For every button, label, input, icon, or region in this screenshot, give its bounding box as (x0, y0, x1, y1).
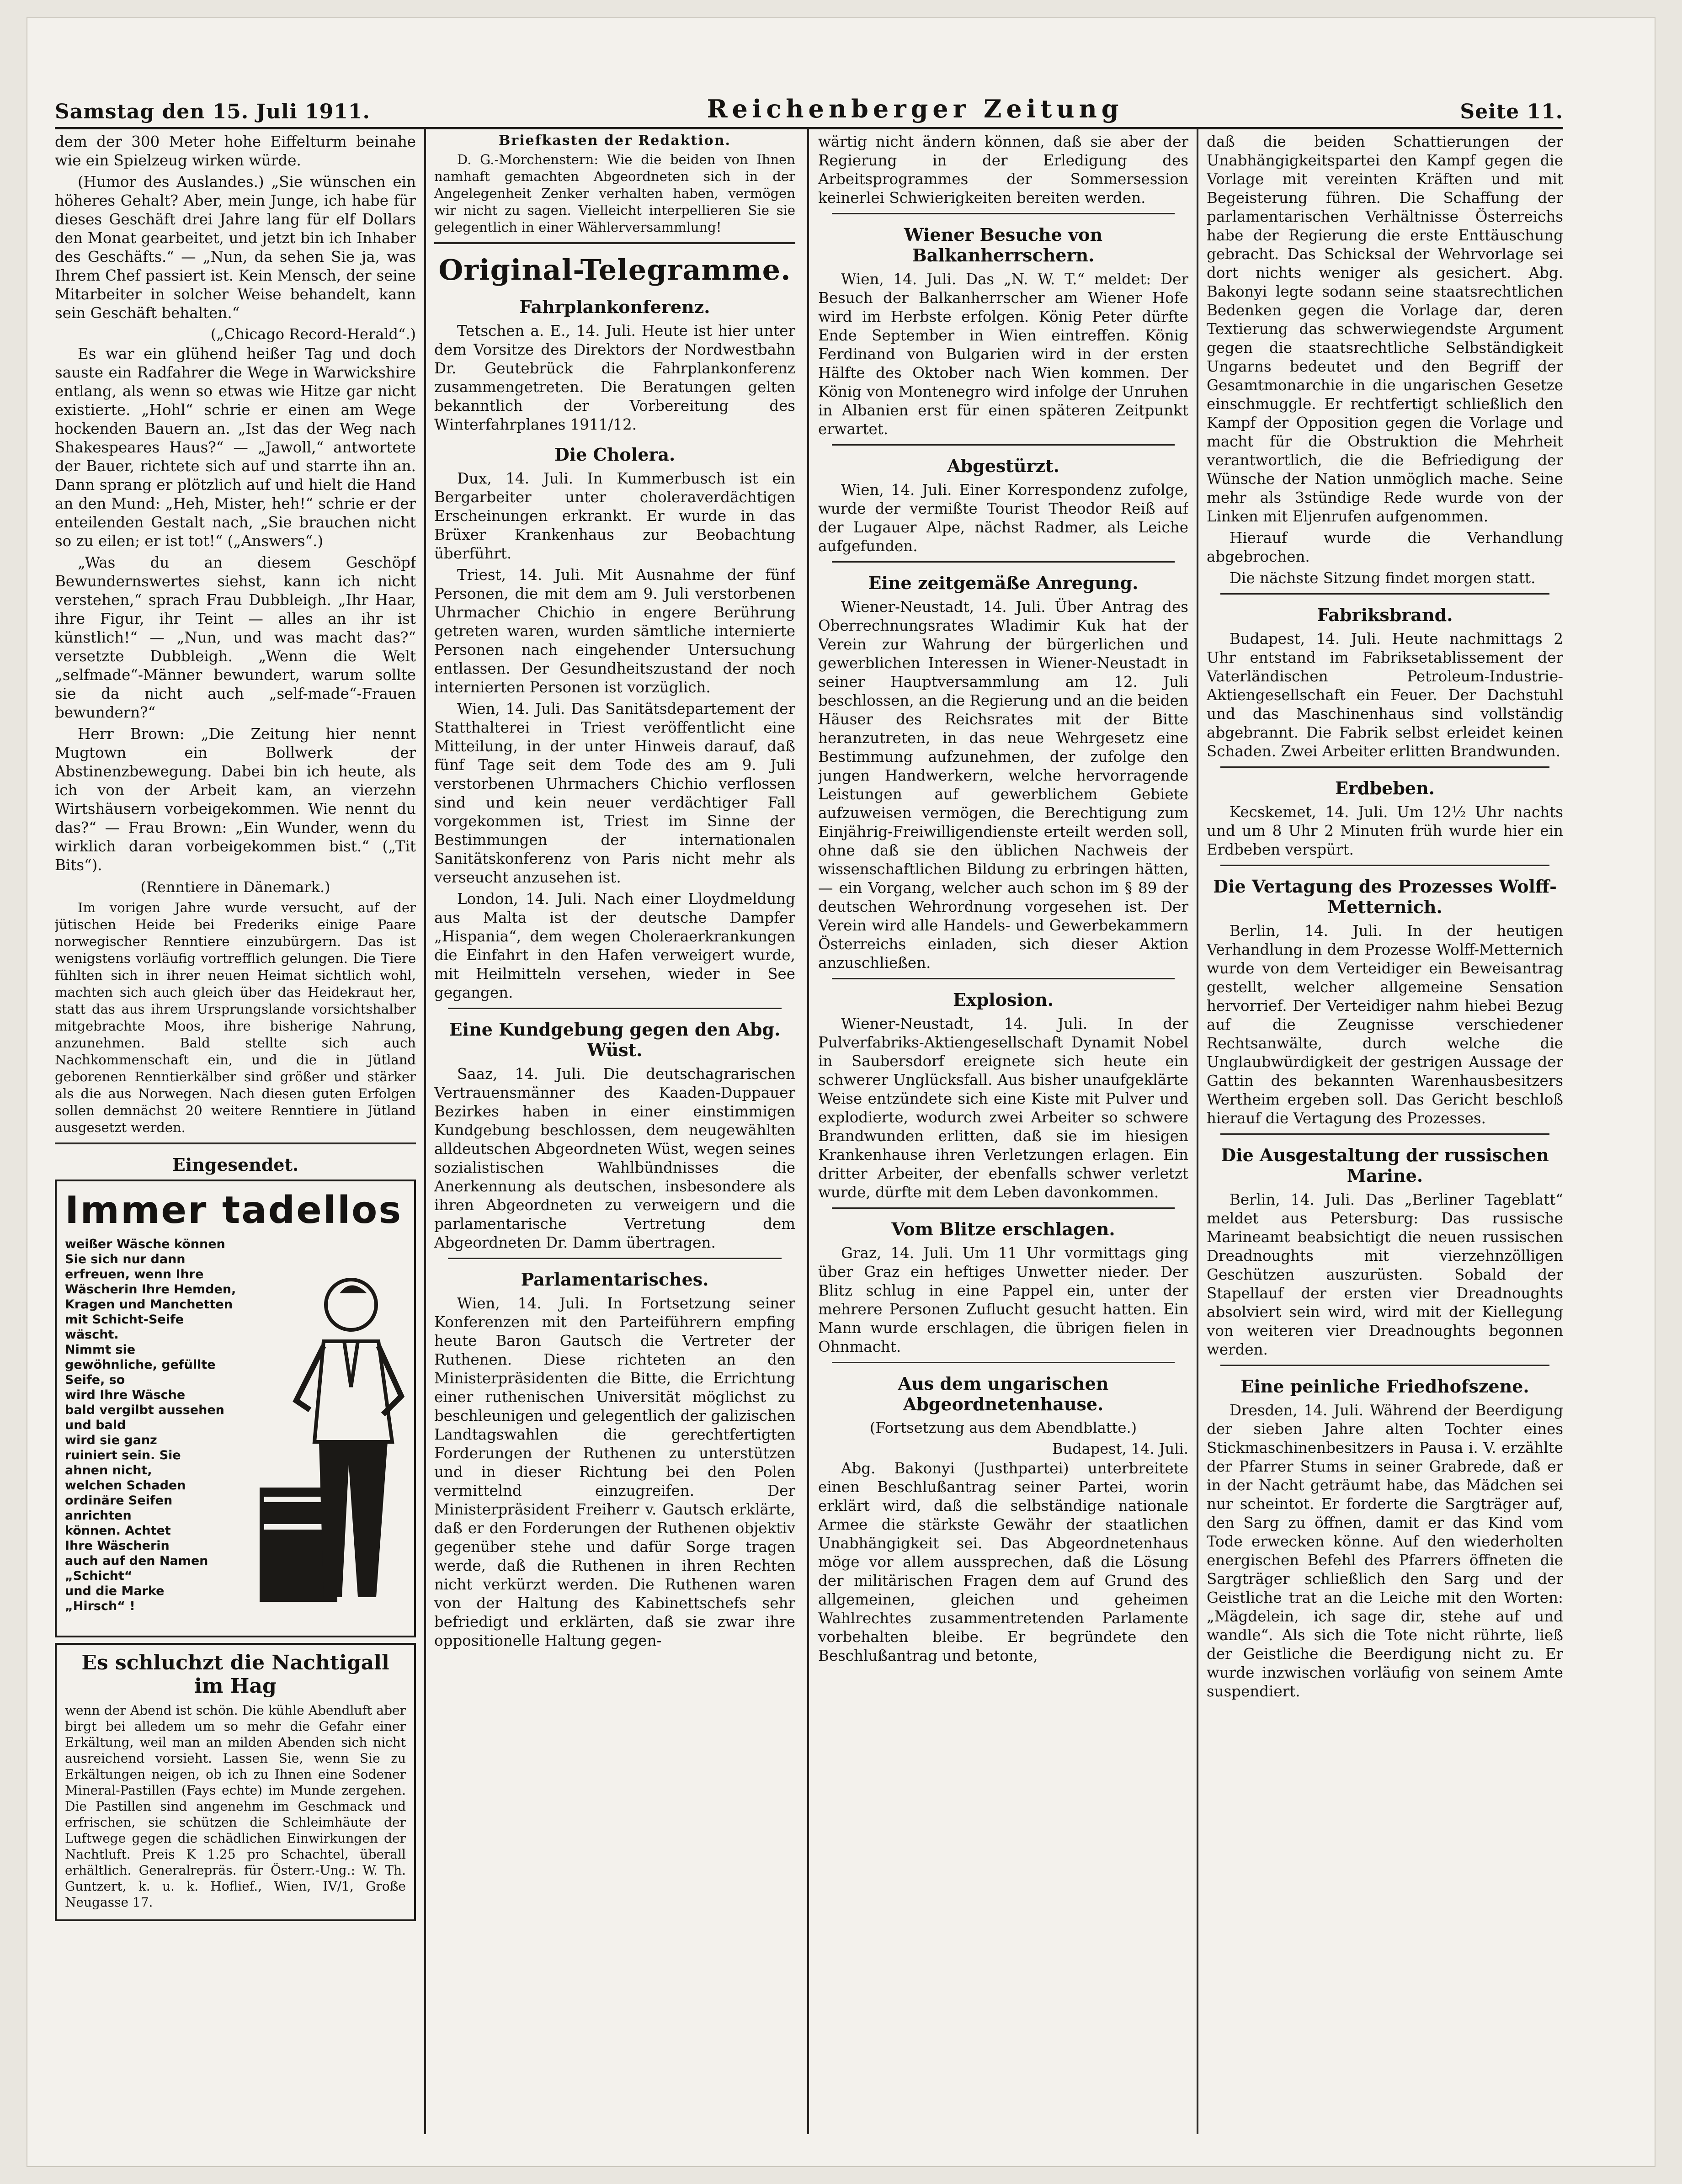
section-heading-briefkasten: Briefkasten der Redaktion. (499, 133, 731, 149)
ad-line: mit Schicht-Seife wäscht. (65, 1313, 184, 1342)
article-headline: Die Cholera. (554, 444, 676, 465)
divider (832, 561, 1175, 563)
divider (1220, 593, 1549, 595)
article-text: Dresden, 14. Juli. Während der Beerdigung der sieben Jahre alten Tochter eines Stickmaschinenbesitzers in Pausa i. V. erzählte der Pfarrer Stums in seiner Grabrede, daß er in der Nacht geträumt habe, das Mädchen sei nur scheintot. Er forderte die Sargträger auf, den Sarg zu öffnen, damit er das Kind vom Tode erwecken könne. Auf den wiederholten energischen Befehl des Pfarrers öffneten die Sargträger schließlich den Sarg und der Geistliche trat an die Leiche mit den Worten: „Mägdelein, ich sage dir, stehe auf und wandle“. Als sich die Tote nicht rührte, ließ der Geistliche die Beerdigung nicht zu. Er wurde inzwischen vorläufig von seinem Amte suspendiert. (1207, 1402, 1563, 1700)
ad-line: welchen Schaden (65, 1478, 186, 1493)
ad-headline: Immer tadellos (65, 1189, 403, 1232)
ad-line: ordinäre Seifen (65, 1493, 173, 1508)
article-headline: Abgestürzt. (947, 456, 1059, 476)
ad-body (65, 1237, 239, 1614)
column-1 (55, 133, 416, 2134)
article-headline: Die Vertagung des Prozesses Wolff-Metternich. (1213, 876, 1557, 917)
ad-line: ahnen nicht, (65, 1463, 152, 1477)
article-text: Wien, 14. Juli. In Fortsetzung seiner Konferenzen mit den Parteiführern empfing heute Baron Gautsch die Vertreter der Ruthenen. Diese richteten an den Ministerpräsidenten die Bitte, die Errichtung einer ruthenischen Universität möglichst zu beschleunigen und gelegentlich der galizischen Landtagswahlen die gerechtfertigten Forderungen der Ruthenen zu unterstützen und in dieser Richtung bei den Polen vermittelnd einzugreifen. Der Ministerpräsident Freiherr v. Gautsch erklärte, daß er den Forderungen der Ruthenen objektiv gegenüber stehe und dafür Sorge tragen werde, daß die Ruthenen in ihren Rechten nicht verkürzt werden. Die Ruthenen waren von der Haltung des Kabinettschefs sehr befriedigt und erklärten, daß sie zwar ihre oppositionelle Haltung gegen- (434, 1295, 795, 1649)
article-headline: Aus dem ungarischen Abgeordnetenhause. (898, 1373, 1109, 1414)
article-text: Saaz, 14. Juli. Die deutschagrarischen Vertrauensmänner des Kaaden-Duppauer Bezirkes haben in einer einstimmigen Kundgebung beschlossen, dem neugewählten alldeutschen Abgeordneten Wüst, wegen seines sozialistischen Wahlbündnisses die Anerkennung als deutschen, insbesondere als ihren Abgeordneten zu verweigern und die parlamentarische Vertretung dem Abgeordneten Dr. Damm übertragen. (434, 1065, 795, 1251)
divider (1220, 766, 1549, 768)
article-text: Herr Brown: „Die Zeitung hier nennt Mugtown ein Bollwerk der Abstinenzbewegung. Dabei bin ich heute, als ich von der Arbeit kam, an vierzehn Wirtshäusern vorbeigekommen. Wie nennt du das?“ — Frau Brown: „Ein Wunder, wenn du wirklich daran vorbeigekommen bist.“ („Tit Bits“). (55, 725, 416, 874)
article-text: daß die beiden Schattierungen der Unabhängigkeitspartei den Kampf gegen die Vorlage mit vereinten Kräften und mit Begeisterung führen. Die Schaffung der parlamentarischen Verhältnisse Österreichs habe der Regierung die erste Enttäuschung gebracht. Das Schicksal der Wehrvorlage sei dort nichts weniger als gesichert. Abg. Bakonyi legte sodann seine staatsrechtlichen Bedenken gegen die Vorlage dar, deren Textierung das schwerwiegendste Argument gegen die staatsrechtliche Selbständigkeit Ungarns bedeutet und den Begriff der Gesamtmonarchie in die ungarischen Gesetze einschmuggle. Er rechtfertigt schließlich den Kampf der Opposition gegen die Vorlage und macht für die Obstruktion die Mehrheit verantwortlich, die die Befriedigung der Wünsche der Nation unmöglich mache. Seine mehr als 3stündige Rede wurde von der Linken mit Eljenrufen aufgenommen. (1207, 133, 1563, 525)
header-date: Samstag den 15. Juli 1911. (55, 100, 370, 123)
section-heading-eingesendet: Eingesendet. (172, 1154, 299, 1175)
article-text: Dux, 14. Juli. In Kummerbusch ist ein Bergarbeiter unter choleraverdächtigen Erscheinungen erkrankt. Er wurde in das Brüxer Krankenhaus zur Beobachtung überführt. (434, 470, 795, 562)
article-headline: Fahrplankonferenz. (519, 297, 710, 317)
divider (1220, 1133, 1549, 1135)
article-text: Berlin, 14. Juli. Das „Berliner Tageblatt“ meldet aus Petersburg: Das russische Marineamt beabsichtigt die neuen russischen Dreadnoughts mit vierzehnzölligen Geschützen auszurüsten. Sobald der Stapellauf der ersten vier Dreadnoughts absolviert sein wird, wird mit der Kiellegung von weiteren vier Dreadnoughts begonnen werden. (1207, 1191, 1563, 1358)
divider (832, 1362, 1175, 1363)
column-rule (424, 128, 426, 2134)
article-text: Berlin, 14. Juli. In der heutigen Verhandlung in dem Prozesse Wolff-Metternich wurde von dem Verteidiger ein Beweisantrag gestellt, welcher allgemeine Sensation hervorrief. Der Verteidiger nahm hiebei Bezug auf die Zeugnisse verschiedener Rechtsanwälte, durch welche die Unglaubwürdigkeit der gestrigen Aussage der Gattin des bekannten Warenhausbesitzers Wertheim ergeben soll. Das Gericht beschloß hierauf die Vertagung des Prozesses. (1207, 922, 1563, 1127)
divider (55, 1142, 416, 1144)
article-headline: Die Ausgestaltung der russischen Marine. (1221, 1145, 1549, 1186)
column-rule (1197, 128, 1198, 2134)
header-page-number: Seite 11. (1460, 100, 1563, 123)
ad-line: ruiniert sein. Sie (65, 1448, 181, 1462)
ad-line: Wäscherin Ihre Hemden, (65, 1282, 236, 1297)
page-header (55, 87, 1563, 129)
article-text: Graz, 14. Juli. Um 11 Uhr vormittags ging über Graz ein heftiges Unwetter nieder. Der Blitz schlug in eine Pappel ein, unter der mehrere Personen Zuflucht gesucht hatten. Ein Mann wurde erschlagen, die übrigen fielen in Ohnmacht. (818, 1244, 1188, 1355)
article-text: Abg. Bakonyi (Justhpartei) unterbreitete einen Beschlußantrag seiner Partei, worin erklärt wird, daß die selbständige nationale Armee die stärkste Gewähr der staatlichen Unabhängigkeit sei. Das Abgeordnetenhaus möge vor allem aussprechen, daß die Lösung der militärischen Fragen dem auf Grund des allgemeinen, gleichen und geheimen Wahlrechtes zusammentretenden Parlamente vorbehalten bleibe. Er begründete den Beschlußantrag und betonte, (818, 1460, 1188, 1664)
article-headline: Wiener Besuche von Balkanherrschern. (904, 224, 1103, 266)
divider (832, 1207, 1175, 1209)
divider (832, 978, 1175, 979)
ad-illustration-man-icon (255, 1250, 406, 1606)
ad-line: weißer Wäsche können Sie sich nur dann (65, 1237, 225, 1266)
column-2 (434, 133, 795, 2134)
article-headline: Eine zeitgemäße Anregung. (868, 573, 1139, 593)
article-text: Wien, 14. Juli. Das „N. W. T.“ meldet: Der Besuch der Balkanherrscher am Wiener Hofe wird im Herbste erfolgen. König Peter dürfte Ende September in Wien eintreffen. König Ferdinand von Bulgarien wird in der ersten Hälfte des Oktober nach Wien kommen. Der König von Montenegro wird infolge der Unruhen in Albanien erst für einen späteren Zeitpunkt erwartet. (818, 271, 1188, 438)
article-text: Wiener-Neustadt, 14. Juli. In der Pulverfabriks-Aktiengesellschaft Dynamit Nobel in Saubersdorf ereignete sich heute ein schwerer Unglücksfall. Aus bisher unaufgeklärte Weise entzündete sich eine Kiste mit Pulver und explodierte, wodurch zwei Arbeiter so schwere Brandwunden erlitten, daß sie im hiesigen Krankenhause ihren Verletzungen erlagen. Ein dritter Arbeiter, der ebenfalls schwer verletzt wurde, dürfte mit dem Leben davonkommen. (818, 1015, 1188, 1201)
article-text: Wien, 14. Juli. Das Sanitätsdepartement der Statthalterei in Triest veröffentlicht eine Mitteilung, in der unter Hinweis darauf, daß fünf Tage seit dem Tode des am 9. Juli verstorbenen Uhrmachers Chichio verflossen sind und kein neuer verdächtiger Fall vorgekommen ist, Triest im Sinne der Bestimmungen der internationalen Sanitätskonferenz von Paris nicht mehr als verseucht anzusehen ist. (434, 700, 795, 886)
ad-line: und die Marke (65, 1584, 165, 1598)
article-headline: Erdbeben. (1335, 778, 1435, 798)
article-text: Wiener-Neustadt, 14. Juli. Über Antrag des Oberrechnungsrates Wladimir Kuk hat der Verein zur Wahrung der bürgerlichen und gewerblichen Interessen in Wiener-Neustadt in seiner Hauptversammlung am 12. Juli beschlossen, an die Regierung und an die beiden Häuser des Reichsrates mit der Bitte heranzutreten, in das neue Wehrgesetz eine Bestimmung aufzunehmen, der zufolge den jungen Handwerkern, welche hervorragende Leistungen auf gewerblichem Gebiete aufzuweisen vermögen, die Berechtigung zum Einjährig-Freiwilligendienste erteilt werden soll, ohne daß sie den üblichen Nachweis der wissenschaftlichen Bildung zu erbringen hätten, — ein Vorgang, welcher auch schon im § 89 der deutschen Wehrordnung vorgesehen ist. Der Verein wird alle Handels- und Gewerbekammern Österreichs einladen, sich dieser Aktion anzuschließen. (818, 598, 1188, 972)
article-headline: Parlamentarisches. (521, 1269, 709, 1290)
article-text: Wien, 14. Juli. Einer Korrespondenz zufolge, wurde der vermißte Tourist Theodor Reiß auf der Lugauer Alpe, nächst Radmer, als Leiche aufgefunden. (818, 481, 1188, 555)
column-rule (807, 128, 809, 2134)
header-masthead: Reichenberger Zeitung (707, 94, 1123, 123)
article-text: Kecskemet, 14. Juli. Um 12½ Uhr nachts und um 8 Uhr 2 Minuten früh wurde hier ein Erdbeben verspürt. (1207, 803, 1563, 858)
divider (1220, 1365, 1549, 1366)
article-headline: Eine peinliche Friedhofszene. (1240, 1376, 1529, 1397)
ad-line: Nimmt sie (65, 1343, 136, 1357)
ad-line: erfreuen, wenn Ihre (65, 1267, 204, 1281)
advertisement-schicht-soap (55, 1180, 416, 1637)
ad-line: anrichten (65, 1509, 132, 1523)
article-text: Es war ein glühend heißer Tag und doch sauste ein Radfahrer die Wege in Warwickshire entlang, als wenn so etwas wie Hitze gar nicht existierte. „Hohl“ schrie er einen am Wege hockenden Bauern an. „Ist das der Weg nach Shakespeares Haus?“ — „Jawoll,“ antwortete der Bauer, richtete sich auf und starrte ihn an. Dann sprang er plötzlich auf und hielt die Hand an den Mund: „Heh, Mister, heh!“ schrie er der enteilenden Gestalt nach, „Sie brauchen nicht so zu eilen; er ist tot!“ („Answers“.) (55, 345, 416, 550)
article-text: (Humor des Auslandes.) „Sie wünschen ein höheres Gehalt? Aber, mein Junge, ich habe für dieses Geschäft drei Jahre lang für elf Dollars den Monat gearbeitet, und jetzt bin ich Inhaber des Geschäfts.“ — „Nun, da sehen Sie ja, was Ihrem Chef passiert ist. Kein Mensch, der seine Mitarbeiter in solcher Weise behandelt, kann sein Geschäft behalten.“ (55, 173, 416, 322)
article-headline: Vom Blitze erschlagen. (891, 1219, 1115, 1239)
article-text: Im vorigen Jahre wurde versucht, auf der jütischen Heide bei Frederiks einige Paare norwegischer Renntiere einzubürgern. Das ist wenigstens vorläufig vortrefflich gelungen. Die Tiere fühlten sich in ihrer neuen Heimat sichtlich wohl, machten sich auch gleich über das Heidekraut her, statt das aus ihrem Ursprungslande vorsichtshalber mitgebrachte Moos, ihre bisherige Nahrung, anzunehmen. Bald stellte sich auch Nachkommenschaft ein, und die in Jütland geborenen Renntierkälber sind größer und stärker als die aus Norwegen. Nach diesen guten Erfolgen sollen demnächst 20 weitere Renntiere in Jütland ausgesetzt werden. (55, 900, 416, 1135)
section-subhead: (Renntiere in Dänemark.) (140, 878, 330, 896)
article-text: „Was du an diesem Geschöpf Bewundernswertes siehst, kann ich nicht verstehen,“ sprach Frau Dubbleigh. „Ihr Haar, ihre Figur, ihr Teint — alles an ihr ist künstlich!“ — „Nun, und was macht das?“ versetzte Dubbleigh. „Wenn die Welt „selfmade“-Männer bewundert, warum sollte sie da nicht auch „self-made“-Frauen bewundern?“ (55, 554, 416, 721)
divider (832, 444, 1175, 446)
article-text: wärtig nicht ändern können, daß sie aber der Regierung in der Erledigung des Arbeitsprogrammes der Sommersession keinerlei Schwierigkeiten bereiten werden. (818, 133, 1188, 207)
ad-line: können. Achtet (65, 1524, 171, 1538)
divider (832, 213, 1175, 214)
article-headline: Explosion. (953, 989, 1054, 1010)
article-text: dem der 300 Meter hohe Eiffelturm beinahe wie ein Spielzeug wirken würde. (55, 133, 416, 169)
divider (448, 1008, 782, 1009)
article-text: Hierauf wurde die Verhandlung abgebrochen. (1207, 529, 1563, 565)
article-text: Tetschen a. E., 14. Juli. Heute ist hier unter dem Vorsitze des Direktors der Nordwestbahn Dr. Geutebrück die Fahrplankonferenz zusammengetreten. Die Beratungen gelten bekanntlich der Vorbereitung des Winterfahrplanes 1911/12. (434, 322, 795, 433)
ad-body: wenn der Abend ist schön. Die kühle Abendluft aber birgt bei alledem um so mehr die Gefahr einer Erkältung, weil man an milden Abenden sich nicht ausreichend vorsieht. Lassen Sie, wenn Sie zu Erkältungen neigen, ob ich zu Ihnen eine Sodener Mineral-Pastillen (Fays echte) im Munde zergehen. Die Pastillen sind angenehm im Geschmack und erfrischen, sie schützen die Schleimhäute der Luftwege gegen die schädlichen Einwirkungen der Nachtluft. Preis K 1.25 pro Schachtel, überall erhältlich. Generalrepräs. für Österr.-Ung.: W. Th. Guntzert, k. u. k. Hoflief., Wien, IV/1, Große Neugasse 17. (65, 1703, 406, 1910)
divider (1220, 865, 1549, 866)
divider (434, 242, 795, 244)
article-text: London, 14. Juli. Nach einer Lloydmeldung aus Malta ist der deutsche Dampfer „Hispania“, dem wegen Choleraerkrankungen die Einfahrt in den Hafen verweigert wurde, mit Heilmitteln versehen, wieder in See gegangen. (434, 890, 795, 1001)
ad-line: Kragen und Manchetten (65, 1297, 233, 1312)
article-dateline: Budapest, 14. Juli. (1052, 1440, 1188, 1457)
source-credit: („Chicago Record-Herald“.) (210, 325, 416, 343)
article-text: D. G.-Morchenstern: Wie die beiden von Ihnen namhaft gemachten Abgeordneten sich in der Angelegenheit Zenker verhalten haben, vermögen wir nicht zu sagen. Vielleicht interpellieren Sie sie gelegentlich in einer Wählerversammlung! (434, 152, 795, 235)
article-headline: Fabriksbrand. (1317, 605, 1453, 625)
article-text: Triest, 14. Juli. Mit Ausnahme der fünf Personen, die mit dem am 9. Juli verstorbenen Uhrmacher Chichio in engere Berührung getreten waren, wurden sämtliche internierte Personen nach eingehender Untersuchung entlassen. Der Gesundheitszustand der noch internierten Personen ist vorzüglich. (434, 566, 795, 696)
column-4 (1207, 133, 1563, 2134)
article-text: Budapest, 14. Juli. Heute nachmittags 2 Uhr entstand im Fabriksetablissement der Vaterländischen Petroleum-Industrie-Aktiengesellschaft ein Feuer. Der Dachstuhl und das Maschinenhaus sind vollständig abgebrannt. Die Fabrik selbst erleidet keinen Schaden. Zwei Arbeiter erlitten Brandwunden. (1207, 630, 1563, 760)
ad-headline: Es schluchzt die Nachtigall im Hag (81, 1651, 389, 1698)
ad-line: gewöhnliche, gefüllte Seife, so (65, 1358, 216, 1387)
ad-line: wird sie ganz (65, 1433, 157, 1447)
advertisement-sodener-pastillen (55, 1643, 416, 1921)
article-headline: Eine Kundgebung gegen den Abg. Wüst. (449, 1019, 781, 1060)
ad-line: wird Ihre Wäsche (65, 1388, 186, 1402)
article-text: Die nächste Sitzung findet morgen statt. (1230, 569, 1536, 587)
divider (448, 1258, 782, 1259)
article-subhead: (Fortsetzung aus dem Abendblatte.) (869, 1419, 1137, 1436)
ad-line: „Hirsch“ ! (65, 1599, 135, 1613)
column-3 (818, 133, 1188, 2134)
ad-line: bald vergilbt aussehen und bald (65, 1403, 224, 1432)
section-title-original-telegramme: Original-Telegramme. (438, 253, 791, 287)
ad-line: auch auf den Namen „Schicht“ (65, 1554, 208, 1583)
ad-line: Ihre Wäscherin (65, 1539, 170, 1553)
